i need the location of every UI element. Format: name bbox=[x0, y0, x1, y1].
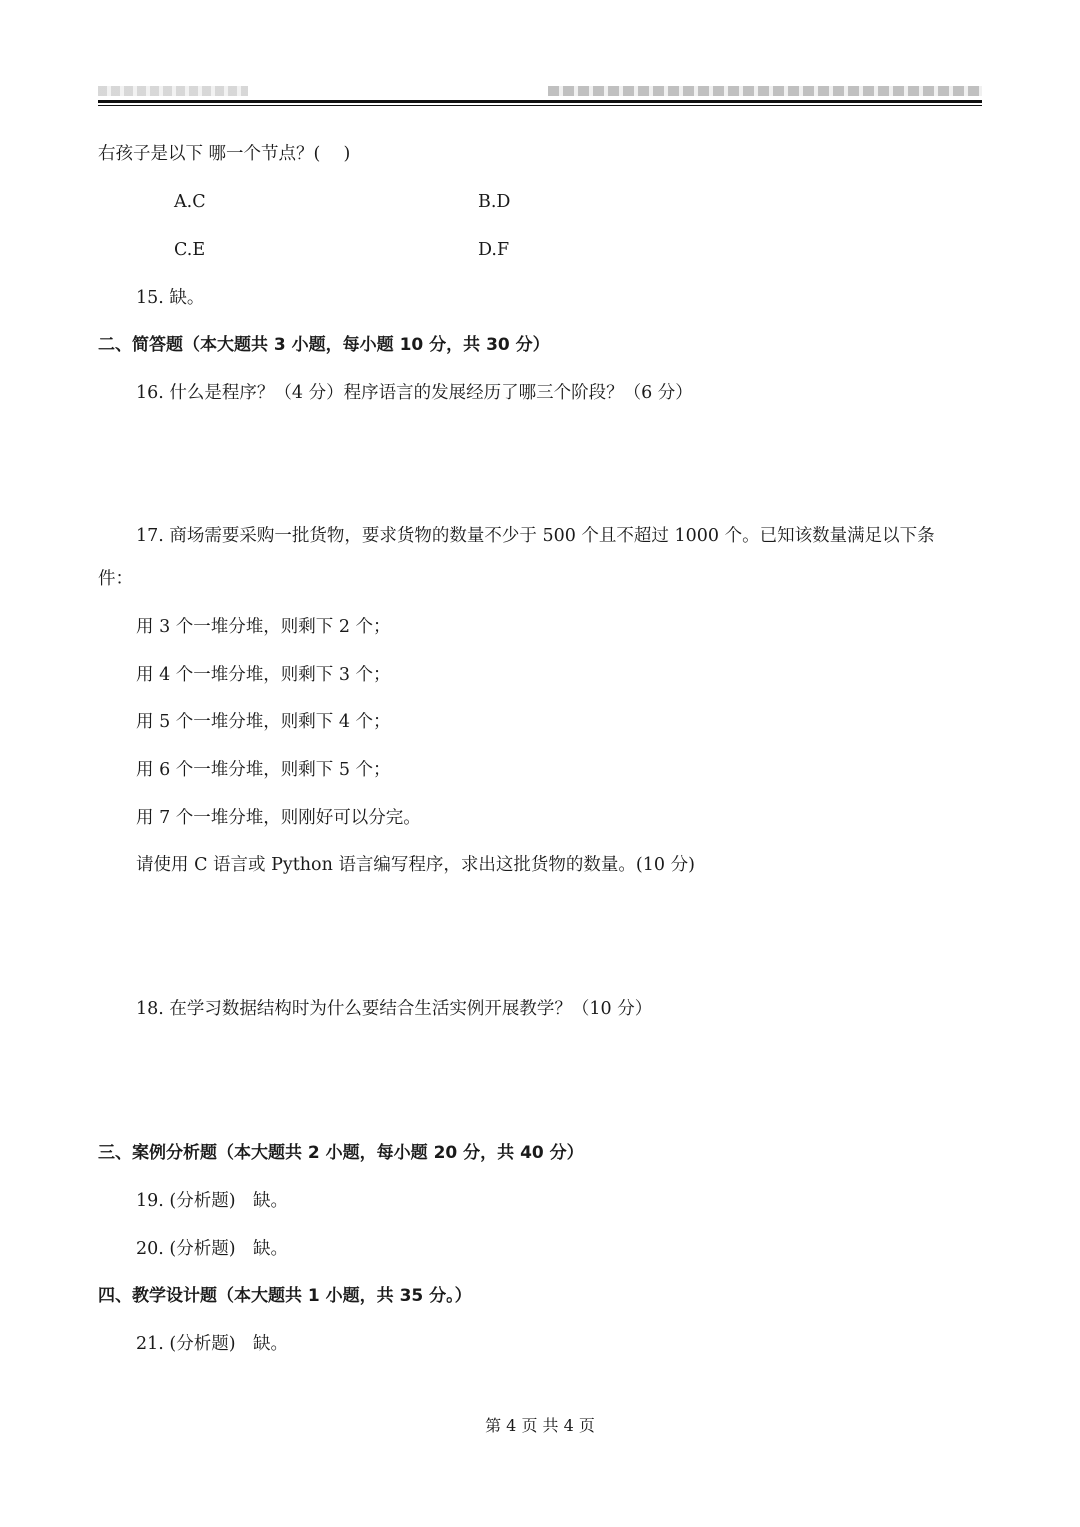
page-header bbox=[98, 84, 982, 100]
question-17-line1: 17. 商场需要采购一批货物，要求货物的数量不少于 500 个且不超过 1000 个。已知该数量满足以下条 bbox=[136, 526, 935, 546]
q17-condition: 用 7 个一堆分堆，则刚好可以分完。 bbox=[136, 808, 421, 828]
q14-option-c: C.E bbox=[174, 240, 206, 260]
header-rule-thick bbox=[98, 100, 982, 103]
q14-option-d: D.F bbox=[478, 240, 510, 260]
q17-condition: 用 4 个一堆分堆，则剩下 3 个； bbox=[136, 665, 391, 685]
q17-condition: 用 5 个一堆分堆，则剩下 4 个； bbox=[136, 712, 391, 732]
header-right-blurred-text bbox=[548, 86, 982, 96]
section-2-title: 二、简答题（本大题共 3 小题，每小题 10 分，共 30 分） bbox=[98, 335, 550, 355]
question-17-line2: 件： bbox=[98, 569, 133, 589]
section-3-title: 三、案例分析题（本大题共 2 小题，每小题 20 分，共 40 分） bbox=[98, 1143, 584, 1163]
q14-option-a: A.C bbox=[174, 192, 206, 212]
question-16: 16. 什么是程序？（4 分）程序语言的发展经历了哪三个阶段？（6 分） bbox=[136, 383, 693, 403]
question-19: 19. (分析题) 缺。 bbox=[136, 1191, 289, 1211]
question-17-task: 请使用 C 语言或 Python 语言编写程序，求出这批货物的数量。(10 分) bbox=[136, 855, 695, 875]
q14-continuation: 右孩子是以下 哪一个节点？( ) bbox=[98, 144, 351, 164]
q17-condition: 用 3 个一堆分堆，则剩下 2 个； bbox=[136, 617, 391, 637]
section-4-title: 四、教学设计题（本大题共 1 小题，共 35 分。） bbox=[98, 1286, 472, 1306]
question-20: 20. (分析题) 缺。 bbox=[136, 1239, 289, 1259]
header-left-blurred-text bbox=[98, 86, 248, 96]
question-21: 21. (分析题) 缺。 bbox=[136, 1334, 289, 1354]
question-15: 15. 缺。 bbox=[136, 288, 205, 308]
header-rule-thin bbox=[98, 105, 982, 106]
q17-condition: 用 6 个一堆分堆，则剩下 5 个； bbox=[136, 760, 391, 780]
q14-option-b: B.D bbox=[478, 192, 511, 212]
page-number-footer: 第 4 页 共 4 页 bbox=[485, 1416, 595, 1435]
question-18: 18. 在学习数据结构时为什么要结合生活实例开展教学？（10 分） bbox=[136, 999, 653, 1019]
